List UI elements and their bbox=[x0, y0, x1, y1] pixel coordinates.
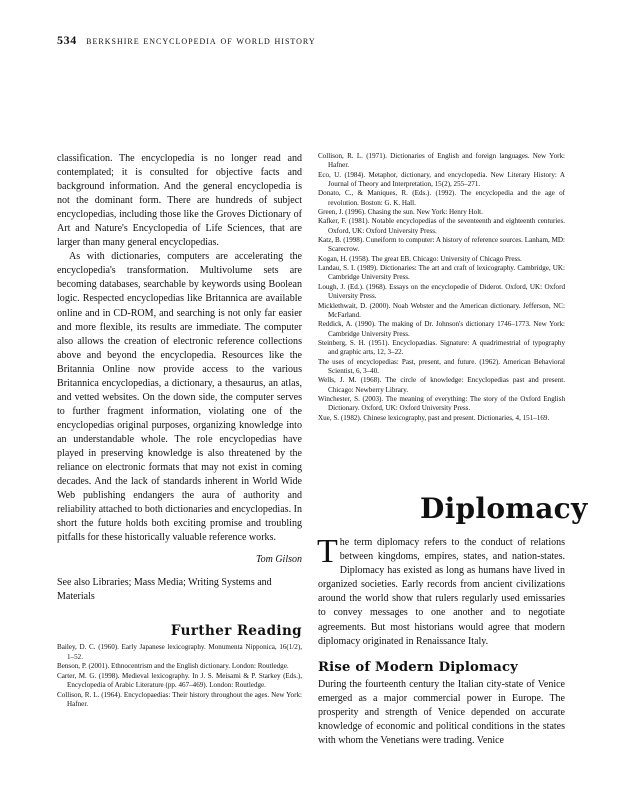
section-paragraph: During the fourteenth century the Italian city-state of Venice emerged as a major commercial power in Europe. The prosperity and strength of Venice depended on accurate knowledge of economic and political conditions in the states with whom the Venetians were trading. Venice bbox=[318, 678, 565, 747]
reference-item: Steinberg, S. H. (1951). Encyclopædias. Signature: A quadrimestrial of typography and graphic arts, 12, 3–22. bbox=[318, 338, 565, 357]
reference-list bbox=[57, 643, 302, 709]
reference-item: Kogan, H. (1958). The great EB. Chicago: University of Chicago Press. bbox=[318, 254, 522, 263]
reference-item: Winchester, S. (2003). The meaning of everything: The story of the Oxford English Dictionary. Oxford, UK: Oxford University Press. bbox=[318, 394, 565, 413]
page-number: 534 bbox=[57, 33, 77, 47]
reference-item: Benson, P. (2001). Ethnocentrism and the English dictionary. London: Routledge. bbox=[57, 662, 289, 671]
reference-item: Eco, U. (1984). Metaphor, dictionary, and encyclopedia. New Literary History: A Journal of Theory and Interpretation, 15(2), 255–271. bbox=[318, 170, 565, 189]
reference-item: Bailey, D. C. (1960). Early Japanese lexicography. Monumenta Nipponica, 16(1/2), 1–52. bbox=[57, 643, 302, 661]
reference-item: Carter, M. G. (1998). Medieval lexicography. In J. S. Meisami & P. Starkey (Eds.), Encyclopedia of Arabic Literature (pp. 467–469). London: Routledge. bbox=[57, 671, 302, 690]
running-head bbox=[57, 33, 316, 48]
left-column bbox=[57, 152, 302, 709]
reference-item: Xue, S. (1982). Chinese lexicography, past and present. Dictionaries, 4, 151–169. bbox=[318, 413, 550, 422]
reference-item: Collison, R. L. (1971). Dictionaries of English and foreign languages. New York: Hafner. bbox=[318, 152, 565, 170]
body-paragraph: classification. The encyclopedia is no longer read and contemplated; it is consulted for objective facts and background information. And the general encyclopedia is not the dominant form. There are hundreds of subject encyclopedias, including those like the Groves Dictionary of Art and Nature's Encyclopedia of Life Sciences, that are larger than many general encyclopedias. bbox=[57, 153, 302, 249]
reference-item: Lough, J. (Ed.). (1968). Essays on the encyclopedie of Diderot. Oxford, UK: Oxford University Press. bbox=[318, 282, 565, 301]
drop-cap: T bbox=[317, 533, 338, 570]
reference-item: Wells, J. M. (1968). The circle of knowledge: Encyclopedias past and present. Chicago: Newberry Library. bbox=[318, 376, 565, 394]
article-title: Diplomacy bbox=[420, 492, 588, 525]
article-intro bbox=[317, 533, 565, 649]
intro-text: he term diplomacy refers to the conduct of relations between kingdoms, empires, states, and nation-states. Diplomacy has existed as long as humans have lived in organized societies. Early records from ancient civilizations around the world show that rulers regularly used emissaries to convey messages to one another and to negotiate agreements. But most historians would agree that modern diplomacy originated in Renaissance Italy. bbox=[318, 537, 565, 647]
reference-item: Reddick, A. (1990). The making of Dr. Johnson's dictionary 1746–1773. New York: Cambridge University Press. bbox=[318, 320, 565, 338]
see-also: See also Libraries; Mass Media; Writing Systems and Materials bbox=[57, 577, 272, 603]
reference-item: Donato, C., & Maniques, R. (Eds.). (1992). The encyclopedia and the age of revolution. Boston: G. K. Hall. bbox=[318, 189, 565, 207]
reference-item: Green, J. (1996). Chasing the sun. New York: Henry Holt. bbox=[318, 208, 483, 217]
reference-item: Micklethwait, D. (2000). Noah Webster and the American dictionary. Jefferson, NC: McFarland. bbox=[318, 301, 565, 319]
reference-item: Landau, S. I. (1989). Dictionaries: The art and craft of lexicography. Cambridge, UK: Cambridge University Press. bbox=[318, 264, 565, 282]
author-signature: Tom Gilson bbox=[255, 554, 302, 566]
reference-item: Kafker, F. (1981). Notable encyclopedias of the seventeenth and eighteenth centuries. Oxford, UK: Oxford University Press. bbox=[318, 217, 565, 235]
running-title: berkshire encyclopedia of world history bbox=[86, 35, 316, 47]
further-reading-heading: Further Reading bbox=[170, 623, 302, 640]
right-column-references bbox=[318, 152, 565, 423]
reference-item: Katz, B. (1998). Cuneiform to computer: A history of reference sources. Lanham, MD: Scarecrow. bbox=[318, 236, 565, 254]
reference-item: The uses of encyclopedias: Past, present, and future. (1962). American Behavioral Scientist, 6, 3–40. bbox=[318, 357, 565, 375]
reference-item: Collison, R. L. (1964). Encyclopaedias: Their history throughout the ages. New York: Hafner. bbox=[57, 690, 302, 709]
section-heading: Rise of Modern Diplomacy bbox=[318, 659, 519, 675]
article-body bbox=[317, 533, 565, 748]
body-paragraph: As with dictionaries, computers are accelerating the encyclopedia's transformation. Multivolume sets are becoming databases, searchable by keywords using Boolean logic. Respected encyclopedias like Britannica are available online and in CD-ROM, and searching is not only far easier and more flexible, its results are immediate. The computer also allows the creation of electronic reference collections above and beyond the encyclopedia. Resources like the Britannia Online now provide access to the various Britannica encyclopedias, a dictionary, a thesaurus, an atlas, and vetted websites. On the down side, the computer serves to further fragment information, violating one of the encyclopedias original purposes, organizing knowledge into an understandable whole. The role encyclopedias have played in preserving knowledge is also threatened by the reliance on electronic formats that may not exist in coming decades. And the lack of standards inherent in World Wide Web publishing endangers the aura of authority and reliability attached to both dictionaries and encyclopedias. In short the future holds both exciting promise and troubling pitfalls for these historically valuable reference works. bbox=[57, 251, 302, 544]
